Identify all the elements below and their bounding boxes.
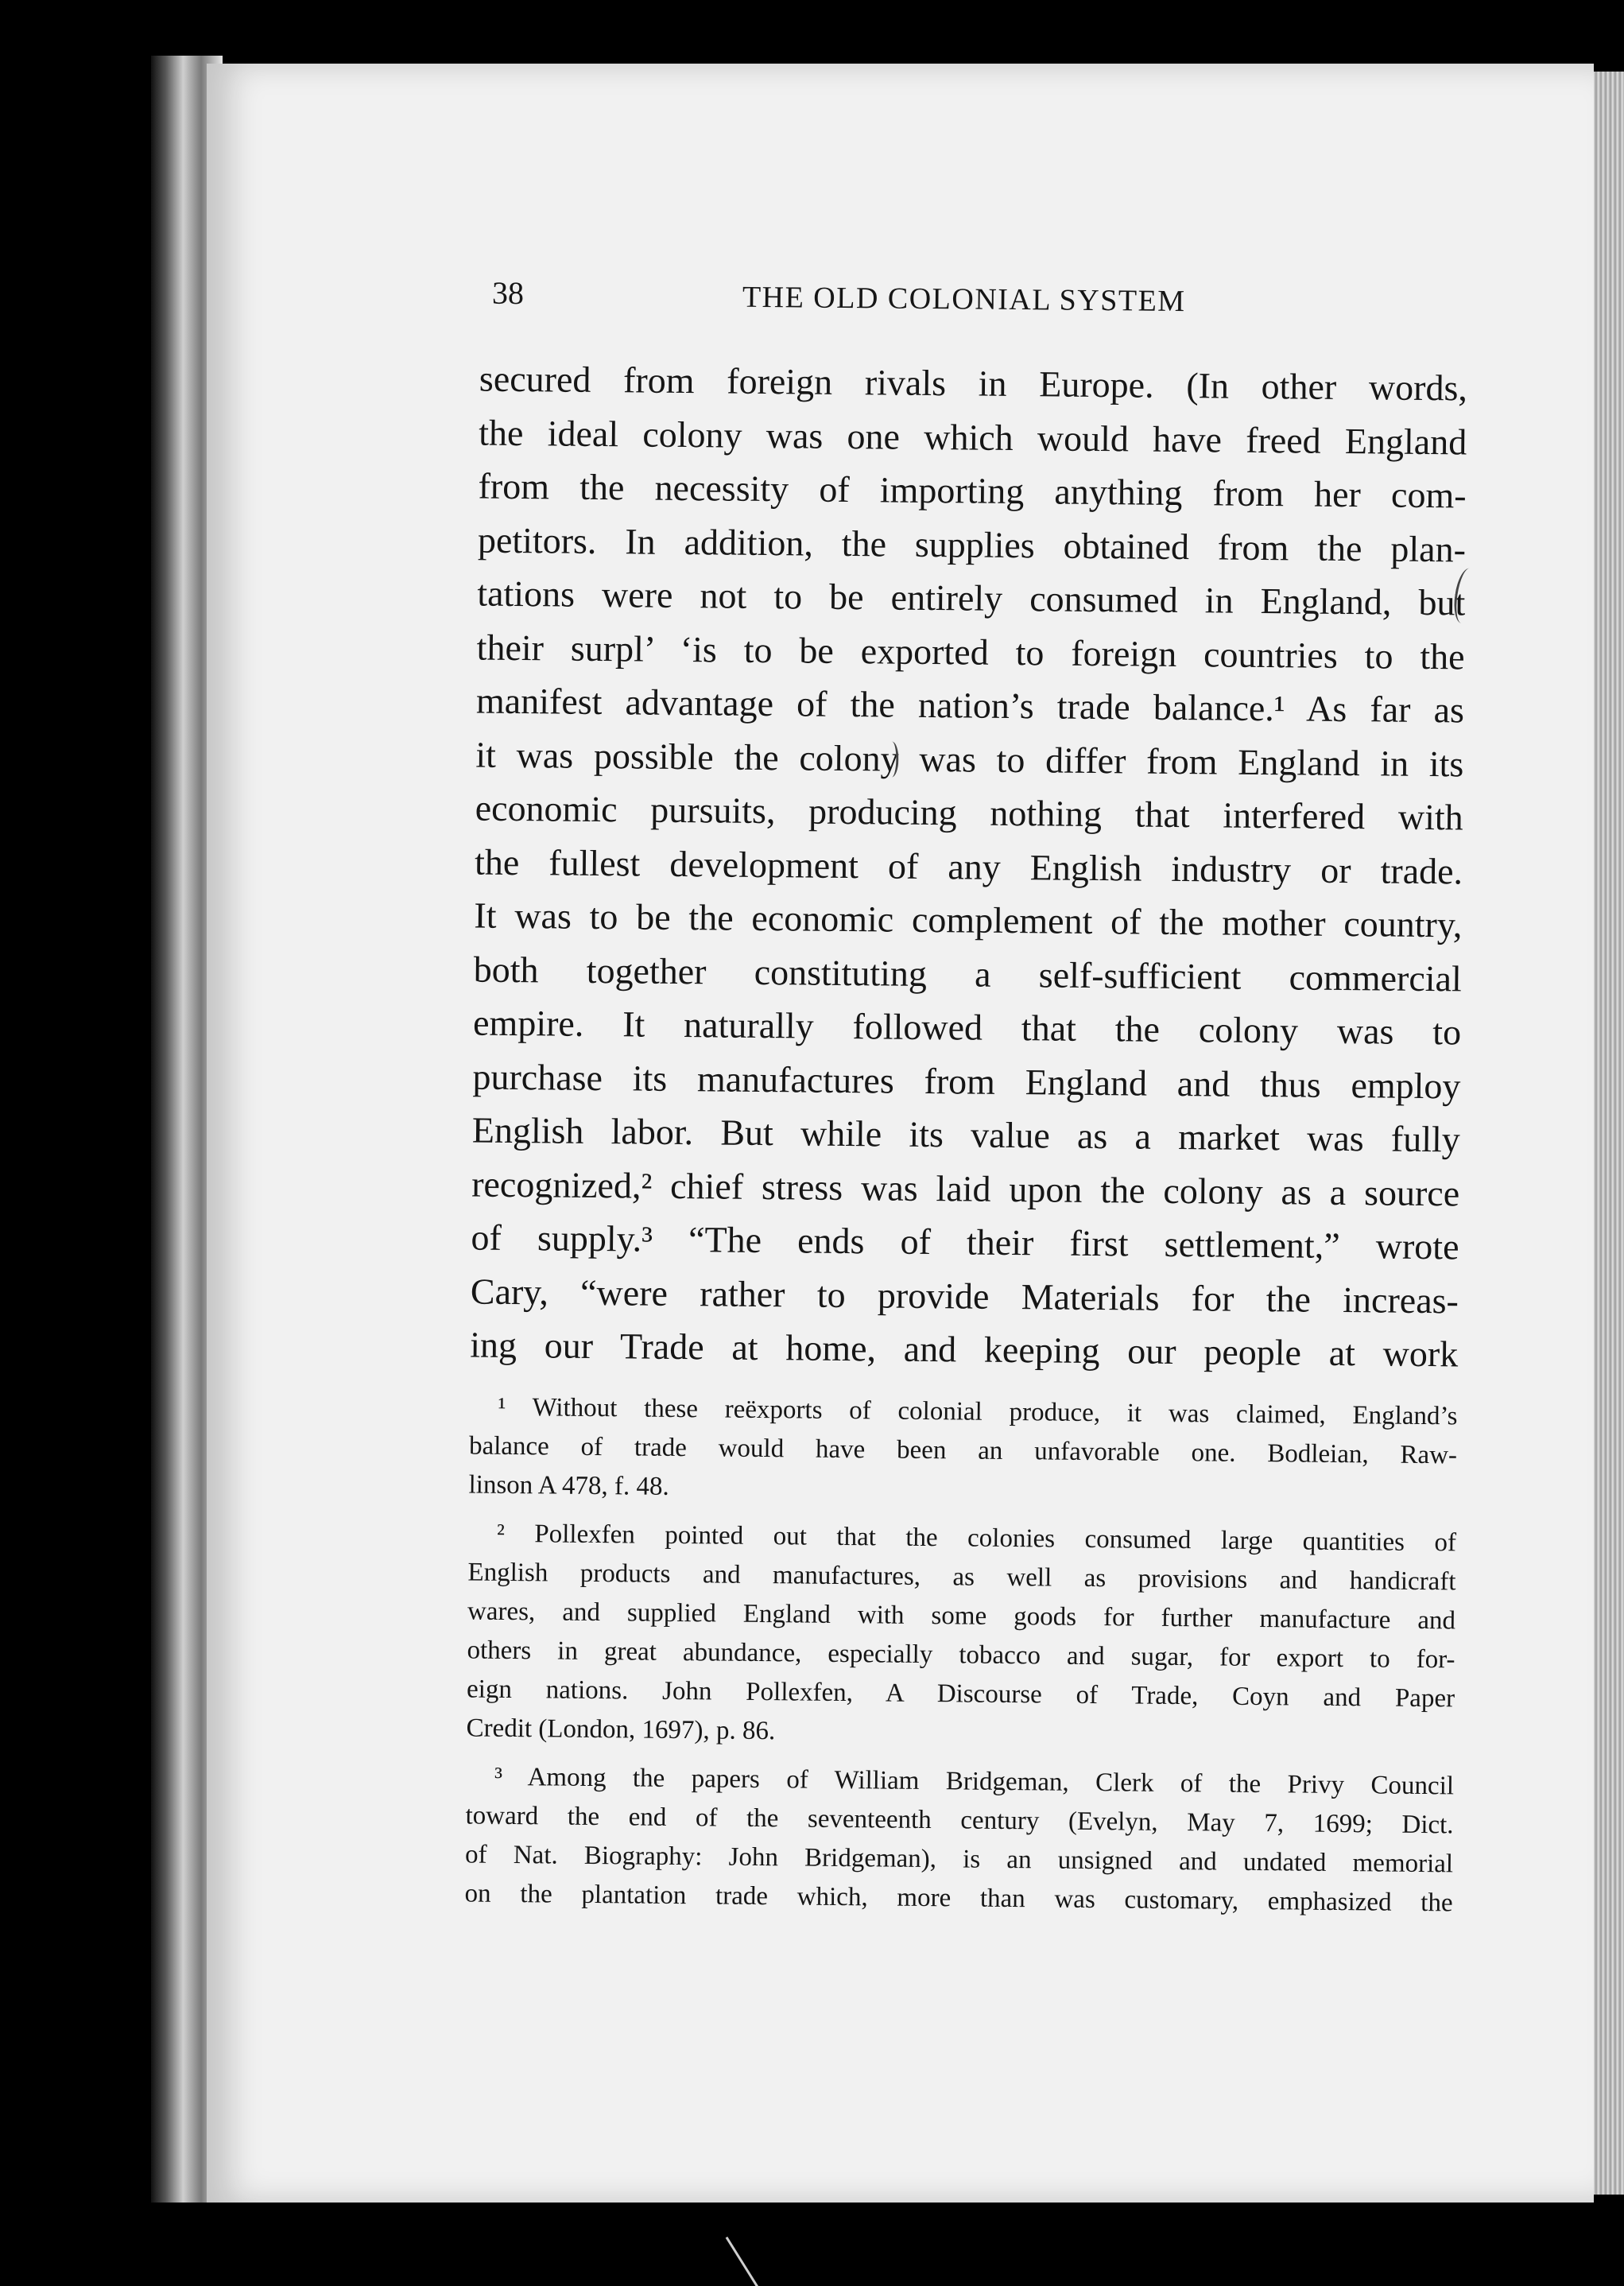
page-crease — [726, 2195, 835, 2286]
footnotes — [464, 1388, 1457, 1923]
body-line: It was to be the economic complement of the mother country, — [474, 895, 1463, 945]
footnote-line: English products and manufactures, as well as provisions and handicraft — [467, 1557, 1456, 1596]
body-line: of supply.³ “The ends of their first settlement,” wrote — [471, 1217, 1459, 1267]
body-line: both together constituting a self-sufficient commercial — [473, 949, 1462, 999]
body-line: from the necessity of importing anything from her com- — [478, 465, 1467, 516]
footnote-2 — [466, 1514, 1456, 1757]
body-line: economic pursuits, producing nothing that interfered with — [475, 787, 1463, 838]
footnote-line: of Nat. Biography: John Bridgeman), is an unsigned and undated memorial — [464, 1839, 1454, 1878]
body-line: it was possible the colony was to differ from England in its — [475, 734, 1464, 784]
body-line: petitors. In addition, the supplies obtained from the plan- — [477, 519, 1467, 569]
body-line: Cary, “were rather to provide Materials for the increas- — [470, 1270, 1459, 1321]
body-line: their surpl’ ʻis to be exported to foreign countries to the — [476, 627, 1465, 677]
body-text — [464, 352, 1467, 1923]
body-line: recognized,² chief stress was laid upon the colony as a source — [471, 1162, 1460, 1213]
footnote-line: on the plantation trade which, more than was customary, emphasized the — [464, 1878, 1453, 1917]
page-number: 38 — [491, 274, 525, 312]
body-line: manifest advantage of the nation’s trade balance.¹ As far as — [475, 680, 1465, 731]
footnote-line: ³ Among the papers of William Bridgeman, Clerk of the Privy Council — [494, 1762, 1455, 1800]
footnote-line: toward the end of the seventeenth century (Evelyn, May 7, 1699; Dict. — [465, 1800, 1454, 1839]
footnote-line: ² Pollexfen pointed out that the colonies consumed large quantities of — [496, 1519, 1457, 1557]
running-title: THE OLD COLONIAL SYSTEM — [742, 280, 1186, 319]
footnote-line: others in great abundance, especially tobacco and sugar, for export to for- — [467, 1635, 1455, 1674]
footnote-3 — [464, 1757, 1454, 1923]
page-edges — [1594, 72, 1624, 2195]
body-line: empire. It naturally followed that the colony was to — [472, 1002, 1462, 1053]
printed-text-block — [269, 207, 1479, 1917]
body-line: the ideal colony was one which would have freed England — [479, 412, 1467, 462]
body-line: tations were not to be entirely consumed in England, but — [477, 572, 1466, 623]
body-line: ing our Trade at home, and keeping our people at work — [470, 1324, 1459, 1375]
body-line: English labor. But while its value as a market was fully — [471, 1109, 1461, 1160]
footnote-line: linson A 478, f. 48. — [468, 1469, 669, 1501]
page-header — [269, 207, 1479, 319]
footnote-1 — [468, 1388, 1457, 1514]
footnote-line: wares, and supplied England with some goods for further manufacture and — [467, 1596, 1456, 1635]
body-line: secured from foreign rivals in Europe. (In other words, — [479, 358, 1468, 409]
footnote-line: balance of trade would have been an unfavorable one. Bodleian, Raw- — [468, 1430, 1458, 1469]
footnote-line: Credit (London, 1697), p. 86. — [466, 1713, 776, 1745]
body-line: purchase its manufactures from England and thus employ — [472, 1055, 1461, 1106]
footnote-line: eign nations. John Pollexfen, A Discourse of Trade, Coyn and Paper — [466, 1674, 1455, 1713]
footnote-line: ¹ Without these reëxports of colonial produce, it was claimed, England’s — [498, 1392, 1458, 1430]
body-line: the fullest development of any English industry or trade. — [474, 841, 1463, 891]
